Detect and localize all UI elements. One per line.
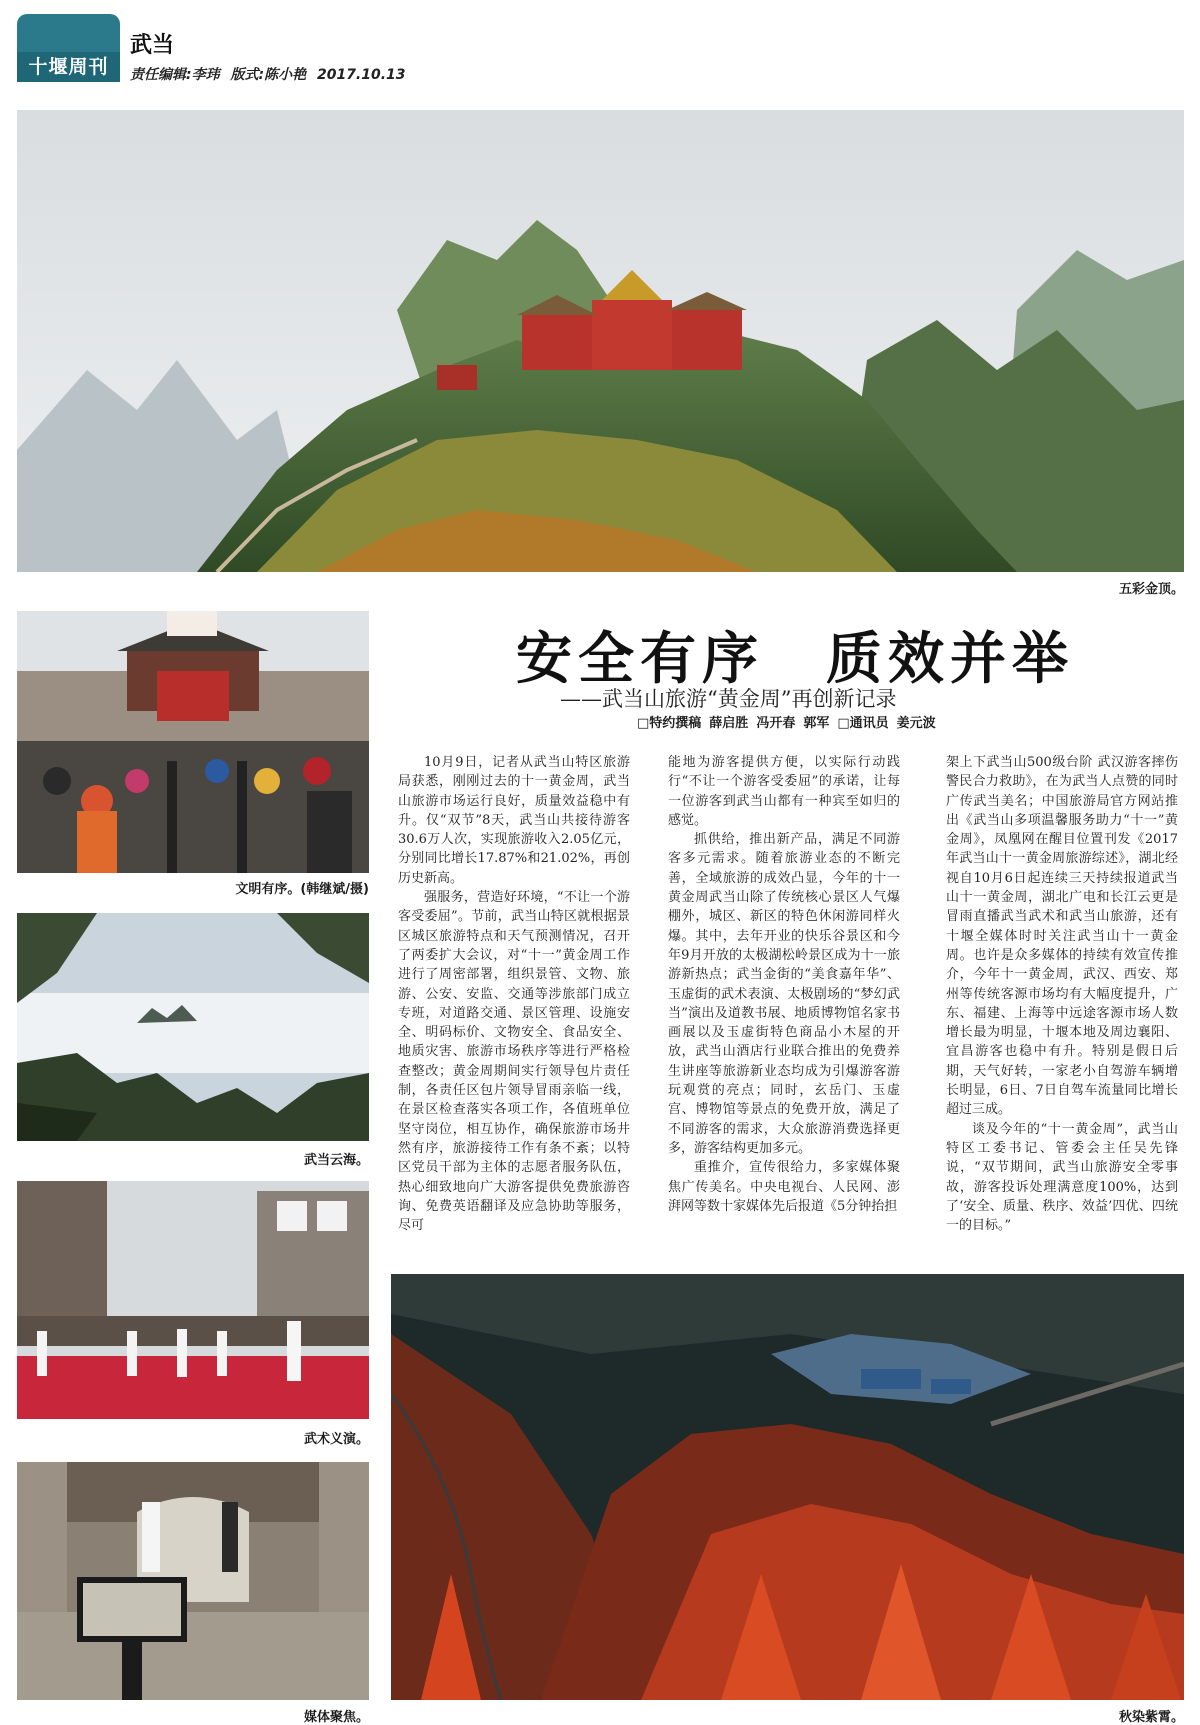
byline-item: 冯开春 (756, 716, 796, 731)
article-headline: 安全有序 质效并举 (516, 626, 1074, 692)
article-byline (637, 712, 944, 731)
photo-martial-arts-show (17, 1181, 369, 1419)
caption-martial-arts-show: 武术义演。 (303, 1432, 369, 1447)
article-column-3 (946, 753, 1178, 1235)
paragraph: 能地为游客提供方便，以实际行动践行“不让一个游客受委屈”的承诺，让每一位游客到武当山都有一种宾至如归的感觉。 (668, 755, 900, 828)
paragraph: 强服务，营造好环境，“不让一个游客受委屈”。节前，武当山特区就根据景区城区旅游特点和天气预测情况，召开了两委扩大会议，对“十一”黄金周工作进行了周密部署，组织景管、文物、旅游、公安、安监、交通等涉旅部门成立专班，对道路交通、景区管理、设施安全、明码标价、文物安全、食品安全、地质灾害、旅游市场秩序等进行严格检查整改；黄金周期间实行领导包片责任制，各责任区包片领导冒雨亲临一线，在景区检查落实各项工作，各值班单位坚守岗位，相互协作，确保旅游市场井然有序，旅游接待工作有条不紊；以特区党员干部为主体的志愿者服务队伍，热心细致地向广大游客提供免费旅游咨询、免费英语翻译及应急协助等服务，尽可 (398, 890, 630, 1234)
byline-item: 薛启胜 (709, 716, 749, 731)
section-name: 武当 (130, 32, 175, 58)
article-subheadline: ——武当山旅游“黄金周”再创新记录 (560, 687, 897, 711)
byline-item: 郭军 (803, 716, 830, 731)
issue-date: 2017.10.13 (316, 67, 406, 83)
caption-orderly-crowd: 文明有序。(韩继斌/摄) (235, 882, 369, 897)
byline-item: 姜元波 (896, 716, 936, 731)
article-column-1 (398, 753, 630, 1235)
caption-autumn-zixiao: 秋染紫霄。 (1118, 1710, 1184, 1725)
paragraph: 谈及今年的“十一黄金周”，武当山特区工委书记、管委会主任吴先锋说，“双节期间，武当山旅游安全零事故，游客投诉处理满意度100%，达到了‘安全、质量、秩序、效益’四优、四统一的目标。” (946, 1121, 1178, 1234)
editor-credit: 责任编辑:李玮 (130, 67, 220, 83)
layout-credit: 版式:陈小艳 (230, 67, 307, 83)
photo-media-focus (17, 1462, 369, 1700)
paragraph: 重推介，宣传很给力，多家媒体聚焦广传美名。中央电视台、人民网、澎湃网等数十家媒体先后报道《5分钟抬担 (668, 1160, 900, 1214)
article-column-2 (668, 753, 900, 1216)
caption-media-focus: 媒体聚焦。 (303, 1710, 369, 1725)
photo-autumn-zixiao (391, 1274, 1184, 1700)
credits-line (130, 64, 412, 84)
caption-sea-of-clouds: 武当云海。 (303, 1153, 369, 1168)
photo-sea-of-clouds (17, 913, 369, 1141)
byline-item: □通讯员 (837, 716, 889, 731)
masthead-title: 十堰周刊 (17, 52, 120, 82)
photo-golden-summit (17, 110, 1184, 572)
caption-golden-summit: 五彩金顶。 (1118, 582, 1184, 597)
paragraph: 10月9日，记者从武当山特区旅游局获悉，刚刚过去的十一黄金周，武当山旅游市场运行良好，质量效益稳中有升。仅“双节”8天，武当山共接待游客30.6万人次，实现旅游收入2.05亿元，分别同比增长17.87%和21.02%，再创历史新高。 (398, 755, 630, 886)
paragraph: 抓供给，推出新产品，满足不同游客多元需求。随着旅游业态的不断完善，全域旅游的成效凸显，今年的十一黄金周武当山除了传统核心景区人气爆棚外，城区、新区的特色休闲游同样火爆。其中，去年开业的快乐谷景区和今年9月开放的太极湖松岭景区成为十一旅游新热点；武当金街的“美食嘉年华”、玉虚街的武术表演、太极剧场的“梦幻武当”演出及道教书展、地质博物馆名家书画展以及玉虚街特色商品小木屋的开放，武当山酒店行业联合推出的免费养生讲座等旅游新业态均成为引爆游客游玩观赏的亮点；同时，玄岳门、玉虚宫、博物馆等景点的免费开放，满足了不同游客的需求，大众旅游消费选择更多，游客结构更加多元。 (668, 832, 900, 1156)
photo-orderly-crowd (17, 611, 369, 873)
paragraph: 架上下武当山500级台阶 武汉游客摔伤警民合力救助》，在为武当人点赞的同时广传武当美名；中国旅游局官方网站推出《武当山多项温馨服务助力“十一”黄金周》，凤凰网在醒目位置刊发《2017年武当山十一黄金周旅游综述》，湖北经视自10月6日起连续三天持续报道武当山十一黄金周，湖北广电和长江云更是冒雨直播武当武术和武当山旅游，还有十堰全媒体时时关注武当山十一黄金周。也许是众多媒体的持续有效宣传推介，今年十一黄金周，武汉、西安、郑州等传统客源市场均有大幅度提升，广东、福建、上海等中远途客源市场人数增长最为明显，十堰本地及周边襄阳、宜昌游客也稳中有升。特别是假日后期，天气好转，一家老小自驾游车辆增长明显，6日、7日自驾车流量同比增长超过三成。 (946, 755, 1178, 1118)
byline-item: □特约撰稿 (637, 716, 702, 731)
